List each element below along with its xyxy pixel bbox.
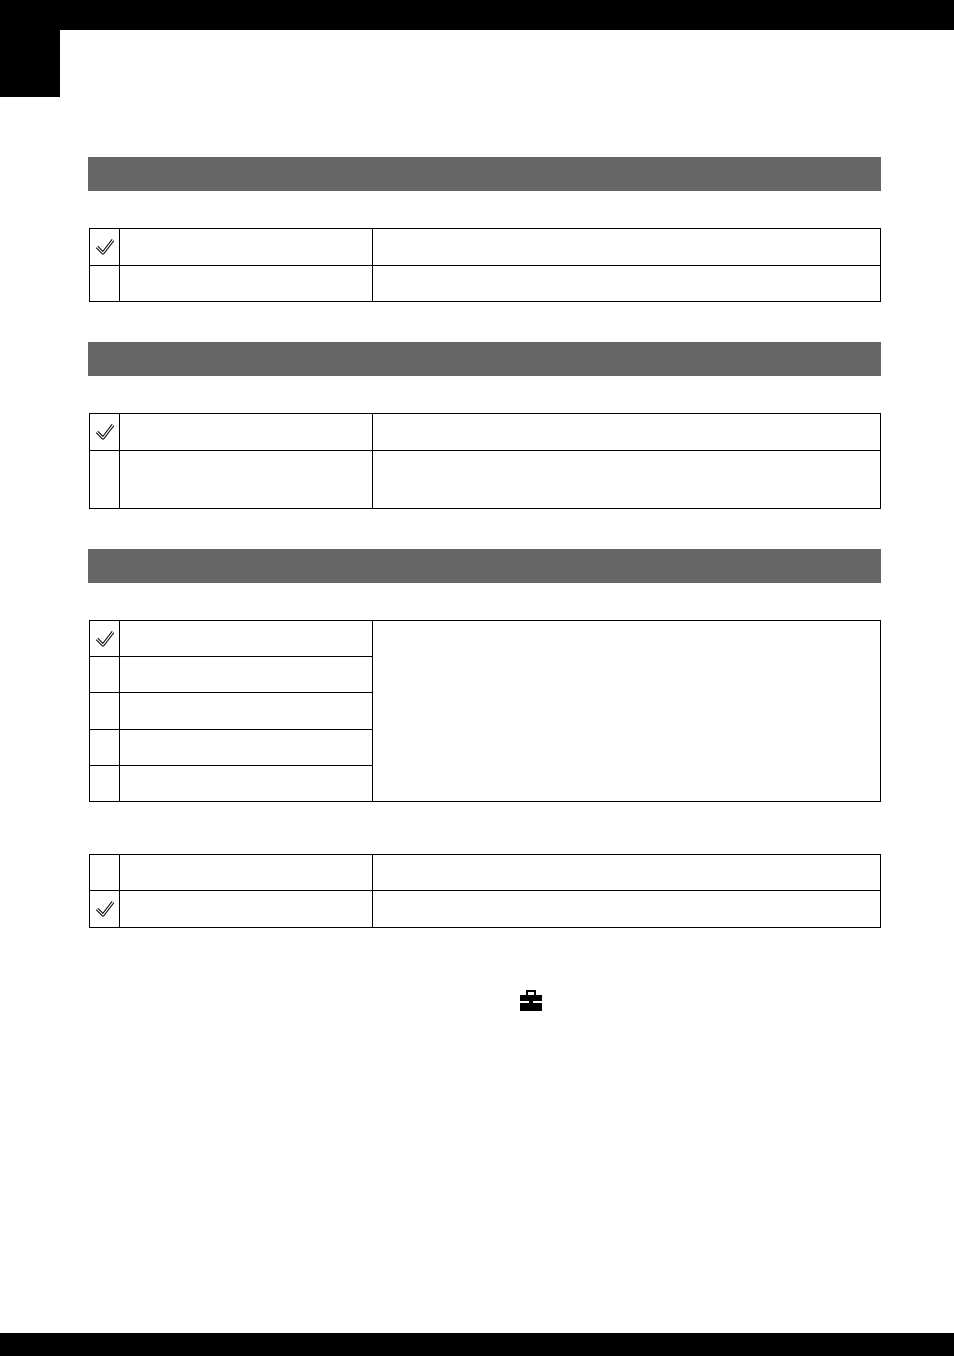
option-description bbox=[373, 266, 881, 302]
table-row[interactable] bbox=[90, 414, 881, 451]
option-label bbox=[120, 229, 373, 266]
option-description bbox=[373, 414, 881, 451]
section-header-3 bbox=[88, 549, 881, 583]
check-cell bbox=[90, 891, 120, 928]
check-cell bbox=[90, 855, 120, 891]
check-cell bbox=[90, 693, 120, 730]
table-row[interactable] bbox=[90, 266, 881, 302]
option-description bbox=[373, 891, 881, 928]
settings-table-4 bbox=[89, 854, 881, 928]
option-label bbox=[120, 451, 373, 509]
option-label bbox=[120, 891, 373, 928]
page-bottom-bar bbox=[0, 1333, 954, 1356]
check-cell bbox=[90, 451, 120, 509]
option-description bbox=[373, 621, 881, 802]
check-cell bbox=[90, 766, 120, 802]
option-description bbox=[373, 855, 881, 891]
option-label bbox=[120, 855, 373, 891]
check-cell bbox=[90, 730, 120, 766]
settings-table-3 bbox=[89, 620, 881, 802]
check-cell bbox=[90, 266, 120, 302]
checkmark-icon bbox=[94, 236, 116, 258]
check-cell bbox=[90, 414, 120, 451]
checkmark-icon bbox=[94, 628, 116, 650]
option-label bbox=[120, 657, 373, 693]
option-label bbox=[120, 414, 373, 451]
settings-table-2 bbox=[89, 413, 881, 509]
table-row[interactable] bbox=[90, 229, 881, 266]
table-row[interactable] bbox=[90, 891, 881, 928]
check-cell bbox=[90, 657, 120, 693]
checkmark-icon bbox=[94, 421, 116, 443]
page-top-bar bbox=[0, 0, 954, 30]
option-label bbox=[120, 730, 373, 766]
check-cell bbox=[90, 229, 120, 266]
page-corner-tab bbox=[0, 30, 60, 97]
section-header-1 bbox=[88, 157, 881, 191]
toolbox-icon bbox=[519, 990, 543, 1012]
option-label bbox=[120, 693, 373, 730]
option-label bbox=[120, 766, 373, 802]
check-cell bbox=[90, 621, 120, 657]
option-label bbox=[120, 266, 373, 302]
table-row[interactable] bbox=[90, 451, 881, 509]
option-description bbox=[373, 229, 881, 266]
section-header-2 bbox=[88, 342, 881, 376]
table-row[interactable] bbox=[90, 855, 881, 891]
option-description bbox=[373, 451, 881, 509]
table-row[interactable] bbox=[90, 621, 881, 657]
settings-table-1 bbox=[89, 228, 881, 302]
option-label bbox=[120, 621, 373, 657]
checkmark-icon bbox=[94, 898, 116, 920]
